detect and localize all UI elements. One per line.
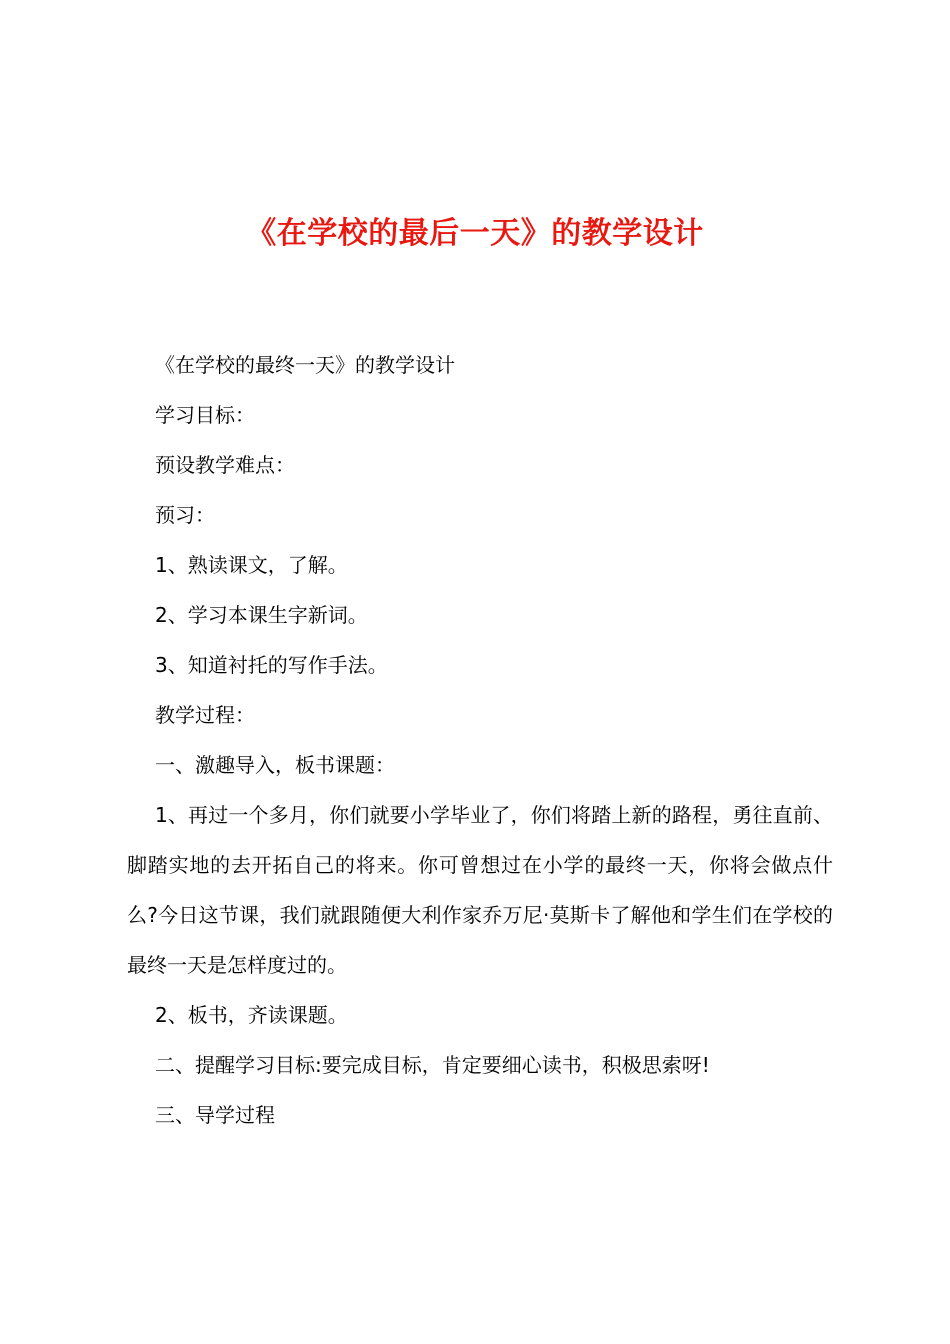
paragraph-section-one: 一、激趣导入，板书课题：	[155, 753, 395, 777]
paragraph-section-three: 三、导学过程	[155, 1103, 275, 1127]
paragraph-subtitle: 《在学校的最终一天》的教学设计	[155, 353, 455, 377]
paragraph-learning-goals: 学习目标：	[155, 403, 255, 427]
paragraph-preview-item-3: 3、知道衬托的写作手法。	[155, 653, 388, 677]
document-body	[127, 340, 833, 1140]
paragraph-difficulties: 预设教学难点：	[155, 453, 295, 477]
paragraph-intro-text: 1、再过一个多月，你们就要小学毕业了，你们将踏上新的路程，勇往直前、脚踏实地的去开拓自己的将来。你可曾想过在小学的最终一天，你将会做点什么?今日这节课，我们就跟随便大利作家乔万尼·莫斯卡了解他和学生们在学校的最终一天是怎样度过的。	[127, 803, 833, 977]
paragraph-teaching-process: 教学过程：	[155, 703, 255, 727]
document-title: 《在学校的最后一天》的教学设计	[246, 216, 704, 251]
paragraph-section-two: 二、提醒学习目标:要完成目标，肯定要细心读书，积极思索呀!	[155, 1053, 710, 1077]
paragraph-blackboard: 2、板书，齐读课题。	[155, 1003, 348, 1027]
paragraph-preview: 预习：	[155, 503, 215, 527]
paragraph-preview-item-2: 2、学习本课生字新词。	[155, 603, 368, 627]
paragraph-preview-item-1: 1、熟读课文，了解。	[155, 553, 348, 577]
